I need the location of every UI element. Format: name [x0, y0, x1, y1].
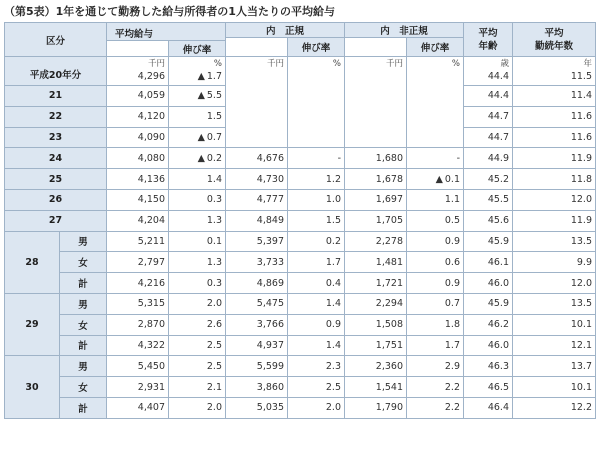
salary-growth-cell: 0.1: [169, 231, 226, 252]
regular-growth-cell: 1.7: [288, 252, 345, 273]
salary-cell: 5,450: [107, 356, 169, 377]
year-label: 25: [5, 169, 107, 190]
salary-cell: 4,150: [107, 189, 169, 210]
nonregular-growth-cell: 0.6: [407, 252, 464, 273]
nonregular-spacer-2: [345, 41, 407, 57]
year-label: 22: [5, 106, 107, 127]
regular-growth-header: 伸び率: [288, 38, 345, 57]
nonregular-cell: 1,541: [345, 377, 407, 398]
years-value: 11.5: [570, 71, 592, 82]
nonregular-growth-cell: 2.2: [407, 397, 464, 418]
salary-growth-cell: [169, 169, 226, 190]
regular-growth-cell: 0.9: [288, 314, 345, 335]
years-cell: 9.9: [513, 252, 596, 273]
nonregular-cell: 1,790: [345, 397, 407, 418]
years-cell: 13.7: [513, 356, 596, 377]
regular-growth-cell: 1.0: [288, 189, 345, 210]
years-cell: 10.1: [513, 314, 596, 335]
sex-label: 女: [60, 314, 107, 335]
salary-growth-cell: [169, 210, 226, 231]
salary-growth-cell: 2.1: [169, 377, 226, 398]
sex-label: 計: [60, 397, 107, 418]
header-row-1: [5, 23, 596, 38]
salary-growth-cell: [169, 86, 226, 107]
regular-growth-cell: 1.4: [288, 335, 345, 356]
nonregular-growth-cell: [407, 210, 464, 231]
nonregular-growth-cell: [407, 189, 464, 210]
salary-value: 4,296: [137, 71, 165, 82]
salary-cell: 4,120: [107, 106, 169, 127]
salary-cell: 4,322: [107, 335, 169, 356]
salary-cell: 4,136: [107, 169, 169, 190]
age-cell: 46.4: [464, 397, 513, 418]
table-row: [5, 231, 596, 252]
regular-cell: [226, 57, 288, 148]
negative-triangle-icon: ▲: [435, 173, 443, 185]
avg-age-header: 平均 年齢: [464, 23, 513, 57]
regular-growth-cell: [288, 57, 345, 148]
age-cell: 45.9: [464, 293, 513, 314]
nonregular-cell: 1,481: [345, 252, 407, 273]
year-label: 24: [5, 148, 107, 169]
age-cell: 46.3: [464, 356, 513, 377]
salary-cell: 5,315: [107, 293, 169, 314]
regular-cell: 4,730: [226, 169, 288, 190]
sex-label: 男: [60, 231, 107, 252]
growth-value: 0.2: [206, 152, 222, 164]
age-cell: 45.6: [464, 210, 513, 231]
age-cell: 46.0: [464, 335, 513, 356]
table-row: [5, 252, 596, 273]
regular-cell: 3,860: [226, 377, 288, 398]
regular-growth-cell: 1.5: [288, 210, 345, 231]
regular-cell: 4,849: [226, 210, 288, 231]
table-row: [5, 57, 596, 86]
salary-growth-cell: 2.0: [169, 293, 226, 314]
nonregular-cell: 1,680: [345, 148, 407, 169]
nonregular-growth-header: 伸び率: [407, 38, 464, 57]
nonregular-growth-cell: 1.8: [407, 314, 464, 335]
years-cell: 11.4: [513, 86, 596, 107]
nonregular-cell: 2,360: [345, 356, 407, 377]
year-label: 27: [5, 210, 107, 231]
table-row: [5, 148, 596, 169]
years-cell: 10.1: [513, 377, 596, 398]
regular-growth-cell: 2.0: [288, 397, 345, 418]
nonregular-cell: 2,294: [345, 293, 407, 314]
salary-cell: 4,204: [107, 210, 169, 231]
growth-value: 1.4: [206, 173, 222, 185]
regular-growth-cell: 2.3: [288, 356, 345, 377]
negative-triangle-icon: ▲: [197, 152, 205, 164]
age-cell: 46.1: [464, 252, 513, 273]
salary-cell: 4,080: [107, 148, 169, 169]
age-cell: 46.0: [464, 273, 513, 294]
years-cell: 11.6: [513, 127, 596, 148]
years-cell: 11.9: [513, 148, 596, 169]
regular-header: 内 正規: [226, 23, 345, 38]
nonregular-cell: 1,721: [345, 273, 407, 294]
salary-growth-cell: 2.0: [169, 397, 226, 418]
sex-label: 女: [60, 377, 107, 398]
salary-cell: 4,407: [107, 397, 169, 418]
table-row: [5, 210, 596, 231]
regular-cell: 5,397: [226, 231, 288, 252]
regular-growth-cell: 0.4: [288, 273, 345, 294]
years-cell: 11.9: [513, 210, 596, 231]
year-label: 30: [5, 356, 60, 418]
salary-cell: 4,216: [107, 273, 169, 294]
growth-value: 0.5: [444, 215, 460, 227]
years-cell: 11.8: [513, 169, 596, 190]
salary-table: [4, 22, 596, 419]
regular-cell: 4,777: [226, 189, 288, 210]
sex-label: 計: [60, 335, 107, 356]
nonregular-cell: 1,508: [345, 314, 407, 335]
salary-cell: 2,931: [107, 377, 169, 398]
age-cell: 44.7: [464, 106, 513, 127]
nonregular-growth-cell: [407, 148, 464, 169]
nonregular-header: 内 非正規: [345, 23, 464, 38]
years-cell: 12.1: [513, 335, 596, 356]
unit-label: 千円: [385, 59, 403, 69]
years-cell: 11.6: [513, 106, 596, 127]
years-cell: 12.2: [513, 397, 596, 418]
nonregular-cell: 1,697: [345, 189, 407, 210]
table-row: [5, 335, 596, 356]
nonregular-cell: 1,751: [345, 335, 407, 356]
table-title: （第5表）1年を通じて勤務した給与所得者の1人当たりの平均給与: [4, 5, 335, 18]
table-row: [5, 314, 596, 335]
year-label: 23: [5, 127, 107, 148]
growth-value: 1.3: [206, 215, 222, 227]
avg-salary-header: 平均給与: [107, 23, 226, 41]
regular-cell: 5,475: [226, 293, 288, 314]
nonregular-growth-cell: 2.9: [407, 356, 464, 377]
salary-cell: 4,090: [107, 127, 169, 148]
growth-value: 1.1: [444, 194, 460, 206]
salary-cell: 4,059: [107, 86, 169, 107]
sex-label: 男: [60, 356, 107, 377]
salary-growth-cell: [169, 57, 226, 86]
regular-cell: 5,599: [226, 356, 288, 377]
age-cell: 45.5: [464, 189, 513, 210]
nonregular-growth-cell: [407, 57, 464, 148]
age-cell: 44.4: [464, 86, 513, 107]
nonregular-cell: [345, 57, 407, 148]
years-cell: 12.0: [513, 273, 596, 294]
year-label: 21: [5, 86, 107, 107]
regular-cell: 4,937: [226, 335, 288, 356]
nonregular-growth-cell: 0.7: [407, 293, 464, 314]
nonregular-growth-cell: 2.2: [407, 377, 464, 398]
unit-label: 千円: [147, 59, 165, 69]
salary-growth-cell: 2.5: [169, 335, 226, 356]
table-row: [5, 377, 596, 398]
regular-spacer-2: [226, 41, 288, 57]
sex-label: 男: [60, 293, 107, 314]
table-row: [5, 356, 596, 377]
nonregular-cell: 1,705: [345, 210, 407, 231]
growth-value: 5.5: [206, 90, 222, 102]
nonregular-growth-cell: 0.9: [407, 273, 464, 294]
salary-growth-cell: [169, 148, 226, 169]
regular-growth-cell: 2.5: [288, 377, 345, 398]
salary-cell: 2,870: [107, 314, 169, 335]
sex-label: 女: [60, 252, 107, 273]
age-cell: 44.7: [464, 127, 513, 148]
table-row: [5, 169, 596, 190]
unit-label: %: [451, 59, 460, 69]
years-cell: 13.5: [513, 231, 596, 252]
age-value: 44.4: [487, 71, 509, 82]
salary-growth-cell: 2.6: [169, 314, 226, 335]
sex-label: 計: [60, 273, 107, 294]
growth-wrap: [172, 70, 222, 84]
nonregular-cell: 1,678: [345, 169, 407, 190]
salary-cell: 5,211: [107, 231, 169, 252]
salary-cell: [107, 57, 169, 86]
unit-label: 歳: [500, 59, 509, 69]
unit-label: 年: [583, 59, 592, 69]
regular-cell: 5,035: [226, 397, 288, 418]
table-row: [5, 273, 596, 294]
nonregular-cell: 2,278: [345, 231, 407, 252]
age-cell: 45.2: [464, 169, 513, 190]
table-body: [5, 23, 596, 419]
salary-growth-cell: 1.3: [169, 252, 226, 273]
unit-label: %: [332, 59, 341, 69]
regular-cell: 3,733: [226, 252, 288, 273]
years-cell: [513, 57, 596, 86]
age-cell: 45.9: [464, 231, 513, 252]
negative-triangle-icon: ▲: [197, 71, 205, 82]
salary-growth-cell: 0.3: [169, 273, 226, 294]
year-label: 29: [5, 293, 60, 355]
year-label: 平成20年分: [5, 57, 107, 86]
salary-growth-cell: [169, 189, 226, 210]
nonregular-growth-cell: [407, 169, 464, 190]
table-row: [5, 293, 596, 314]
regular-cell: 3,766: [226, 314, 288, 335]
regular-growth-cell: -: [288, 148, 345, 169]
unit-label: %: [213, 59, 222, 69]
years-cell: 12.0: [513, 189, 596, 210]
salary-growth-cell: [169, 106, 226, 127]
growth-value: -: [456, 152, 460, 164]
regular-growth-cell: 0.2: [288, 231, 345, 252]
age-cell: 44.9: [464, 148, 513, 169]
regular-growth-cell: 1.4: [288, 293, 345, 314]
salary-growth-cell: 2.5: [169, 356, 226, 377]
growth-value: 0.3: [206, 194, 222, 206]
year-label: 26: [5, 189, 107, 210]
negative-triangle-icon: ▲: [197, 90, 205, 102]
nonregular-growth-cell: 1.7: [407, 335, 464, 356]
growth-value: 0.7: [206, 131, 222, 143]
salary-growth-cell: [169, 127, 226, 148]
unit-label: 千円: [266, 59, 284, 69]
growth-value: 1.7: [206, 71, 222, 82]
salary-growth-header: 伸び率: [169, 41, 226, 57]
salary-cell: 2,797: [107, 252, 169, 273]
years-cell: 13.5: [513, 293, 596, 314]
regular-growth-cell: 1.2: [288, 169, 345, 190]
age-cell: 46.5: [464, 377, 513, 398]
table-row: [5, 397, 596, 418]
age-cell: [464, 57, 513, 86]
nonregular-growth-cell: 0.9: [407, 231, 464, 252]
growth-value: 1.5: [206, 111, 222, 123]
regular-cell: 4,676: [226, 148, 288, 169]
regular-cell: 4,869: [226, 273, 288, 294]
growth-value: 0.1: [444, 173, 460, 185]
table-row: [5, 189, 596, 210]
negative-triangle-icon: ▲: [197, 131, 205, 143]
age-cell: 46.2: [464, 314, 513, 335]
year-label: 28: [5, 231, 60, 293]
avg-years-header: 平均 勤続年数: [513, 23, 596, 57]
category-header: 区分: [5, 23, 107, 57]
salary-spacer: [107, 41, 169, 57]
